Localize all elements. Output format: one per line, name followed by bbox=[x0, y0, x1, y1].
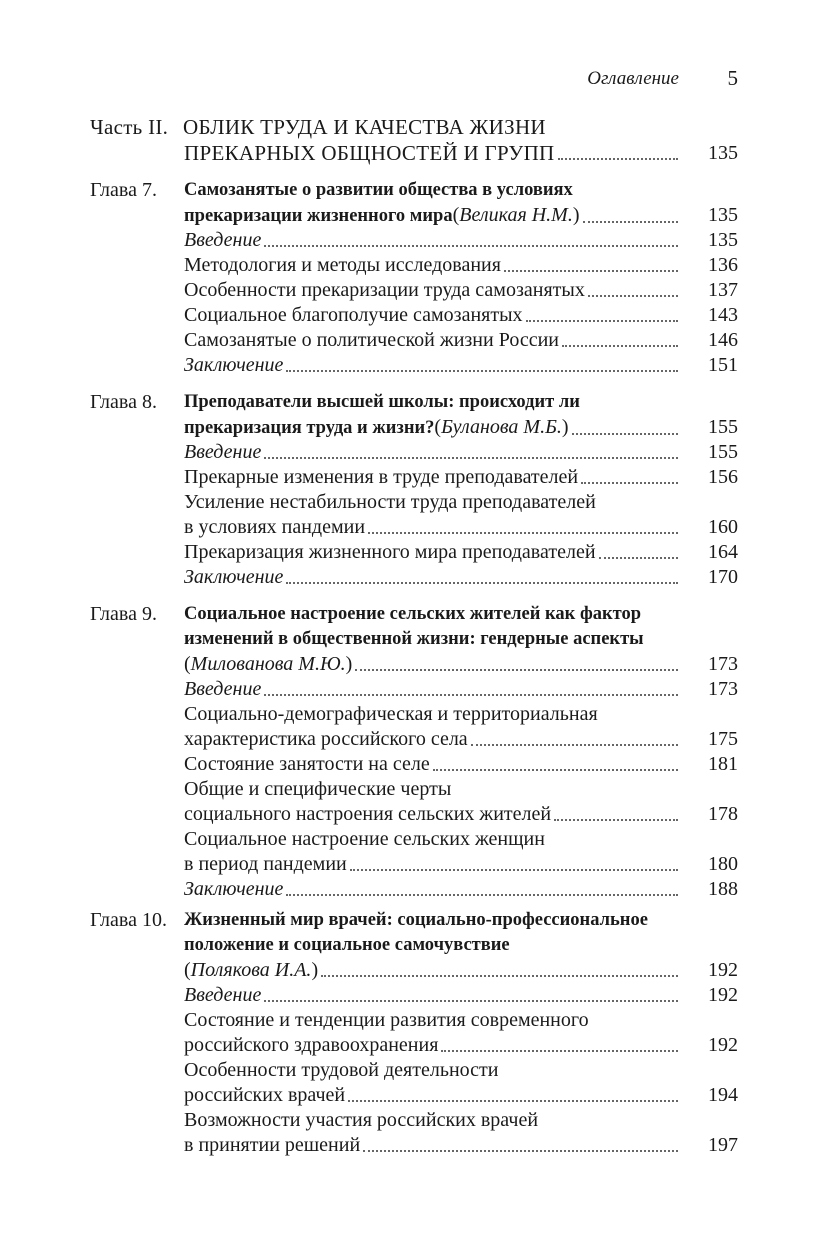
toc-entry[interactable] bbox=[0, 228, 827, 253]
section-title: российских врачей bbox=[184, 1084, 346, 1106]
section-page: 146 bbox=[708, 329, 738, 351]
chapter-page: 155 bbox=[708, 416, 738, 438]
toc-entry[interactable] bbox=[0, 465, 827, 490]
section-page: 170 bbox=[708, 566, 738, 588]
section-page: 181 bbox=[708, 753, 738, 775]
chapter-label: Глава 7. bbox=[90, 179, 157, 201]
section-title: Усиление нестабильности труда преподавателей bbox=[184, 491, 596, 513]
section-title: Введение bbox=[184, 678, 262, 700]
toc-entry-line1[interactable] bbox=[0, 777, 827, 802]
chapter-title: положение и социальное самочувствие bbox=[184, 935, 510, 955]
part-page: 135 bbox=[708, 142, 738, 164]
section-title: Заключение bbox=[184, 878, 284, 900]
part-heading-line2[interactable] bbox=[0, 141, 827, 166]
section-title: характеристика российского села bbox=[184, 728, 468, 750]
dot-leader bbox=[286, 894, 678, 896]
chapter-page: 135 bbox=[708, 204, 738, 226]
section-title: российского здравоохранения bbox=[184, 1034, 439, 1056]
toc-entry[interactable] bbox=[0, 1083, 827, 1108]
dot-leader bbox=[264, 1000, 678, 1002]
part-title-line1: ОБЛИК ТРУДА И КАЧЕСТВА ЖИЗНИ bbox=[183, 115, 546, 139]
chapter-author: Великая Н.М. bbox=[459, 204, 573, 226]
section-page: 135 bbox=[708, 229, 738, 251]
section-page: 137 bbox=[708, 279, 738, 301]
section-title: Возможности участия российских врачей bbox=[184, 1109, 539, 1131]
section-title: Заключение bbox=[184, 354, 284, 376]
toc-entry[interactable] bbox=[0, 353, 827, 378]
dot-leader bbox=[368, 532, 678, 534]
section-title: Особенности прекаризации труда самозанятых bbox=[184, 279, 585, 301]
section-page: 180 bbox=[708, 853, 738, 875]
toc-entry[interactable] bbox=[0, 278, 827, 303]
toc-entry[interactable] bbox=[0, 877, 827, 902]
section-title: Методология и методы исследования bbox=[184, 254, 501, 276]
dot-leader bbox=[581, 482, 678, 484]
chapter-page: 192 bbox=[708, 959, 738, 981]
section-page: 143 bbox=[708, 304, 738, 326]
dot-leader bbox=[441, 1050, 678, 1052]
chapter-8-title-line1[interactable] bbox=[0, 390, 827, 415]
toc-entry[interactable] bbox=[0, 303, 827, 328]
toc-entry-line1[interactable] bbox=[0, 702, 827, 727]
toc-entry[interactable] bbox=[0, 565, 827, 590]
toc-entry[interactable] bbox=[0, 440, 827, 465]
toc-entry-line1[interactable] bbox=[0, 827, 827, 852]
section-title: Социальное настроение сельских женщин bbox=[184, 828, 545, 850]
toc-entry[interactable] bbox=[0, 983, 827, 1008]
toc-entry[interactable] bbox=[0, 802, 827, 827]
chapter-label: Глава 10. bbox=[90, 909, 167, 931]
section-page: 192 bbox=[708, 984, 738, 1006]
section-page: 160 bbox=[708, 516, 738, 538]
chapter-title: прекаризация труда и жизни? bbox=[184, 418, 435, 438]
section-title: Введение bbox=[184, 441, 262, 463]
section-page: 175 bbox=[708, 728, 738, 750]
toc-entry[interactable] bbox=[0, 253, 827, 278]
section-title: Введение bbox=[184, 984, 262, 1006]
section-title: Заключение bbox=[184, 566, 284, 588]
toc-entry[interactable] bbox=[0, 328, 827, 353]
dot-leader bbox=[554, 819, 678, 821]
chapter-author: Милованова М.Ю. bbox=[190, 653, 346, 675]
chapter-10-author-line[interactable]: ( Полякова И.А. ) 192 bbox=[184, 959, 738, 981]
chapter-10-title-line2[interactable] bbox=[0, 933, 827, 958]
chapter-9-title-line1[interactable] bbox=[0, 602, 827, 627]
dot-leader bbox=[471, 744, 678, 746]
dot-leader bbox=[526, 320, 678, 322]
dot-leader bbox=[321, 975, 678, 977]
chapter-9-title-line2[interactable] bbox=[0, 627, 827, 652]
toc-entry[interactable] bbox=[0, 677, 827, 702]
chapter-title: изменений в общественной жизни: гендерные аспекты bbox=[184, 629, 644, 649]
dot-leader bbox=[286, 370, 678, 372]
section-page: 173 bbox=[708, 678, 738, 700]
section-title: Прекаризация жизненного мира преподавателей bbox=[184, 541, 596, 563]
toc-entry[interactable] bbox=[0, 1133, 827, 1158]
section-title: Социально-демографическая и территориальная bbox=[184, 703, 598, 725]
dot-leader bbox=[264, 694, 678, 696]
chapter-7-title-line1[interactable] bbox=[0, 178, 827, 203]
chapter-author: Полякова И.А. bbox=[190, 959, 312, 981]
dot-leader bbox=[599, 557, 678, 559]
dot-leader bbox=[350, 869, 678, 871]
chapter-9-author-line[interactable]: ( Милованова М.Ю. ) 173 bbox=[184, 653, 738, 675]
chapter-title: Социальное настроение сельских жителей как фактор bbox=[184, 604, 642, 624]
toc-entry-line1[interactable] bbox=[0, 490, 827, 515]
dot-leader bbox=[286, 582, 678, 584]
chapter-7-title-line2[interactable]: прекаризации жизненного мира ( Великая Н.М. ) 135 bbox=[0, 203, 827, 228]
toc-entry[interactable] bbox=[0, 852, 827, 877]
dot-leader bbox=[558, 158, 678, 160]
dot-leader bbox=[504, 270, 678, 272]
chapter-title: Самозанятые о развитии общества в условиях bbox=[184, 180, 573, 200]
running-header bbox=[0, 66, 827, 94]
dot-leader bbox=[583, 221, 678, 223]
section-page: 156 bbox=[708, 466, 738, 488]
toc-entry-line1[interactable] bbox=[0, 1108, 827, 1133]
header-title: Оглавление bbox=[587, 68, 679, 89]
section-title: Состояние и тенденции развития современного bbox=[184, 1009, 589, 1031]
section-page: 197 bbox=[708, 1134, 738, 1156]
section-title: в принятии решений bbox=[184, 1134, 361, 1156]
chapter-8-title-line2[interactable]: прекаризация труда и жизни? ( Буланова М.Б. ) 155 bbox=[0, 415, 827, 440]
toc-entry-line1[interactable] bbox=[0, 1008, 827, 1033]
chapter-author: Буланова М.Б. bbox=[441, 416, 562, 438]
toc-entry[interactable] bbox=[0, 752, 827, 777]
chapter-label: Глава 9. bbox=[90, 603, 157, 625]
section-page: 192 bbox=[708, 1034, 738, 1056]
toc-entry[interactable] bbox=[0, 540, 827, 565]
section-page: 194 bbox=[708, 1084, 738, 1106]
section-title: Введение bbox=[184, 229, 262, 251]
toc-entry[interactable] bbox=[0, 515, 827, 540]
dot-leader bbox=[264, 457, 678, 459]
section-title: Самозанятые о политической жизни России bbox=[184, 329, 559, 351]
toc-entry-line1[interactable] bbox=[0, 1058, 827, 1083]
dot-leader bbox=[348, 1100, 678, 1102]
section-title: в условиях пандемии bbox=[184, 516, 366, 538]
toc-entry[interactable] bbox=[0, 1033, 827, 1058]
dot-leader bbox=[363, 1150, 678, 1152]
part-label: Часть II. bbox=[90, 115, 169, 139]
section-page: 188 bbox=[708, 878, 738, 900]
chapter-title: прекаризации жизненного мира bbox=[184, 206, 453, 226]
section-page: 155 bbox=[708, 441, 738, 463]
section-title: Состояние занятости на селе bbox=[184, 753, 430, 775]
section-title: Социальное благополучие самозанятых bbox=[184, 304, 523, 326]
section-page: 164 bbox=[708, 541, 738, 563]
dot-leader bbox=[433, 769, 678, 771]
chapter-page: 173 bbox=[708, 653, 738, 675]
chapter-10-title-line1[interactable] bbox=[0, 908, 827, 933]
section-page: 178 bbox=[708, 803, 738, 825]
section-title: в период пандемии bbox=[184, 853, 347, 875]
section-title: Общие и специфические черты bbox=[184, 778, 452, 800]
part-title-line2: ПРЕКАРНЫХ ОБЩНОСТЕЙ И ГРУПП bbox=[184, 141, 555, 165]
chapter-label: Глава 8. bbox=[90, 391, 157, 413]
chapter-title: Жизненный мир врачей: социально-профессиональное bbox=[184, 910, 648, 930]
toc-entry[interactable] bbox=[0, 727, 827, 752]
chapter-title: Преподаватели высшей школы: происходит ли bbox=[184, 392, 580, 412]
section-page: 136 bbox=[708, 254, 738, 276]
dot-leader bbox=[355, 669, 678, 671]
section-title: Прекарные изменения в труде преподавателей bbox=[184, 466, 579, 488]
section-page: 151 bbox=[708, 354, 738, 376]
dot-leader bbox=[264, 245, 678, 247]
part-heading-line1 bbox=[0, 115, 827, 140]
dot-leader bbox=[572, 433, 678, 435]
section-title: социального настроения сельских жителей bbox=[184, 803, 552, 825]
page-number: 5 bbox=[727, 66, 738, 90]
dot-leader bbox=[562, 345, 678, 347]
section-title: Особенности трудовой деятельности bbox=[184, 1059, 499, 1081]
dot-leader bbox=[588, 295, 678, 297]
